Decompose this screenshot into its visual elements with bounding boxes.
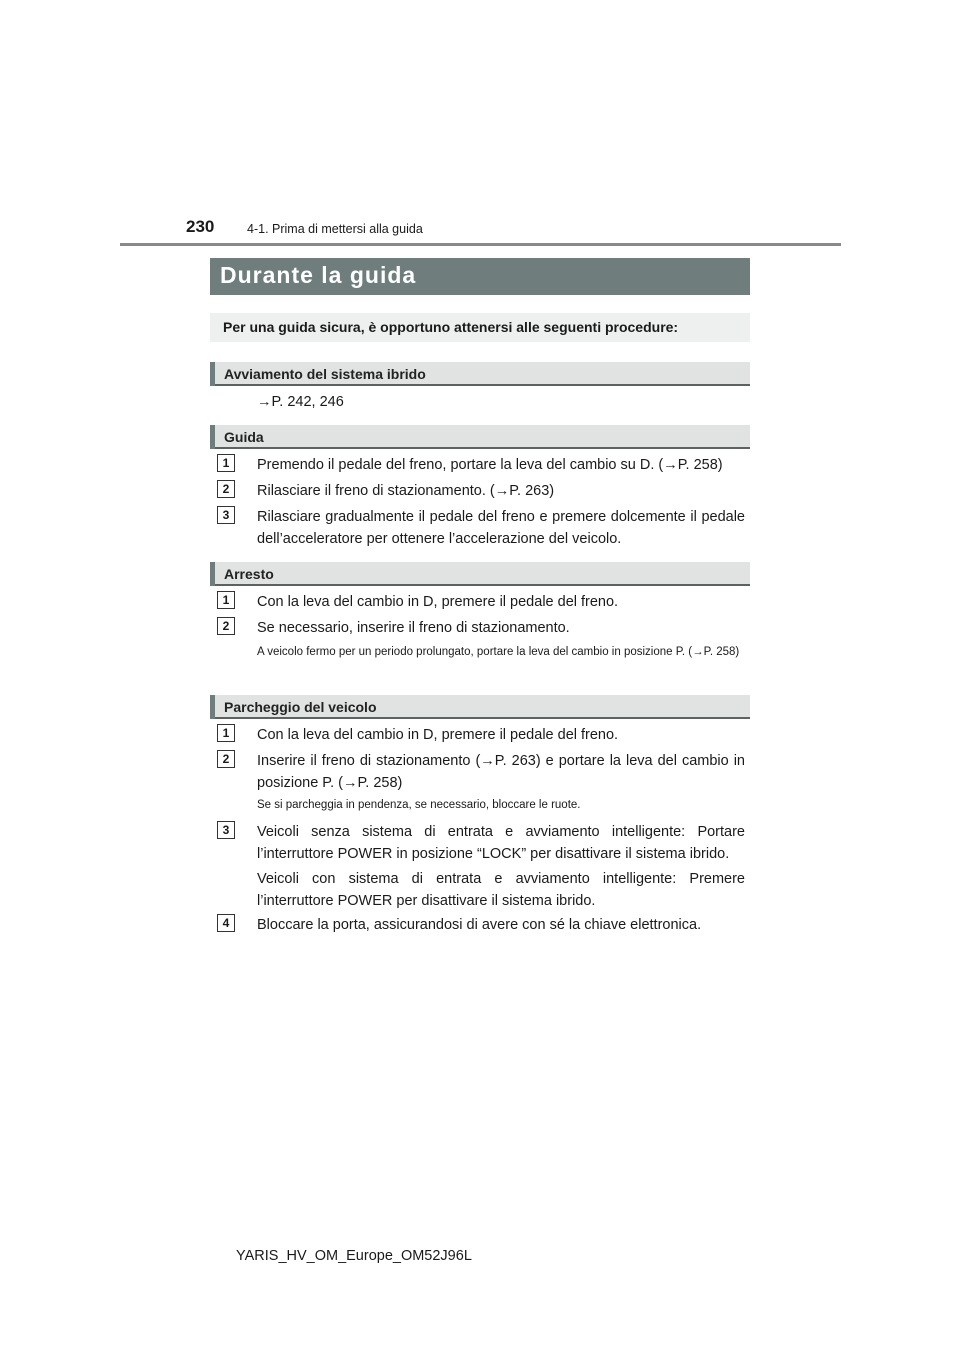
step-number: 1 (217, 454, 235, 472)
subheading-arresto (210, 562, 750, 586)
intro-box (210, 313, 750, 342)
step-text-extra: Veicoli con sistema di entrata e avviamento intelligente: Premere l’interruttore POWER per disattivare il sistema ibrido. (257, 871, 745, 909)
subheading-guida (210, 425, 750, 449)
step-text: Rilasciare gradualmente il pedale del freno e premere dolcemente il pedale dell’acceleratore per ottenere l’accelerazione del veicolo. (257, 509, 745, 547)
section-label: 4-1. Prima di mettersi alla guida (247, 222, 423, 236)
step-text: Se necessario, inserire il freno di stazionamento. (257, 620, 570, 636)
subheading-label: Arresto (224, 566, 274, 582)
step-number: 3 (217, 821, 235, 839)
step-text: Bloccare la porta, assicurandosi di avere con sé la chiave elettronica. (257, 917, 702, 933)
header-rule (120, 243, 841, 246)
page-number: 230 (186, 217, 215, 236)
step-text: Inserire il freno di stazionamento (→P. 263) e portare la leva del cambio in posizione P. (→P. 258) (257, 753, 745, 791)
page-title-bar (210, 258, 750, 295)
subheading-parcheggio (210, 695, 750, 719)
subheading-label: Avviamento del sistema ibrido (224, 366, 426, 382)
intro-text: Per una guida sicura, è opportuno attenersi alle seguenti procedure: (223, 319, 679, 335)
step-text: Premendo il pedale del freno, portare la leva del cambio su D. (→P. 258) (257, 457, 723, 473)
step-number: 2 (217, 617, 235, 635)
subheading-label: Guida (224, 429, 264, 445)
subheading-avviamento (210, 362, 750, 386)
subheading-label: Parcheggio del veicolo (224, 699, 377, 715)
step-text: Rilasciare il freno di stazionamento. (→P. 263) (257, 483, 555, 499)
step-text: Con la leva del cambio in D, premere il pedale del freno. (257, 594, 619, 610)
step-number: 2 (217, 480, 235, 498)
parcheggio-note: Se si parcheggia in pendenza, se necessario, bloccare le ruote. (257, 799, 581, 811)
footer-doc-id: YARIS_HV_OM_Europe_OM52J96L (236, 1248, 472, 1264)
step-text: Veicoli senza sistema di entrata e avviamento intelligente: Portare l’interruttore POWER in posizione “LOCK” per disattivare il sistema ibrido. (257, 824, 745, 862)
step-number: 2 (217, 750, 235, 768)
step-text: Con la leva del cambio in D, premere il pedale del freno. (257, 727, 619, 743)
page-title: Durante la guida (220, 262, 417, 288)
step-number: 3 (217, 506, 235, 524)
step-number: 1 (217, 591, 235, 609)
arresto-note: A veicolo fermo per un periodo prolungato, portare la leva del cambio in posizione P. (→P. 258) (257, 646, 740, 658)
step-number: 1 (217, 724, 235, 742)
avviamento-ref: →P. 242, 246 (257, 394, 344, 410)
step-number: 4 (217, 914, 235, 932)
